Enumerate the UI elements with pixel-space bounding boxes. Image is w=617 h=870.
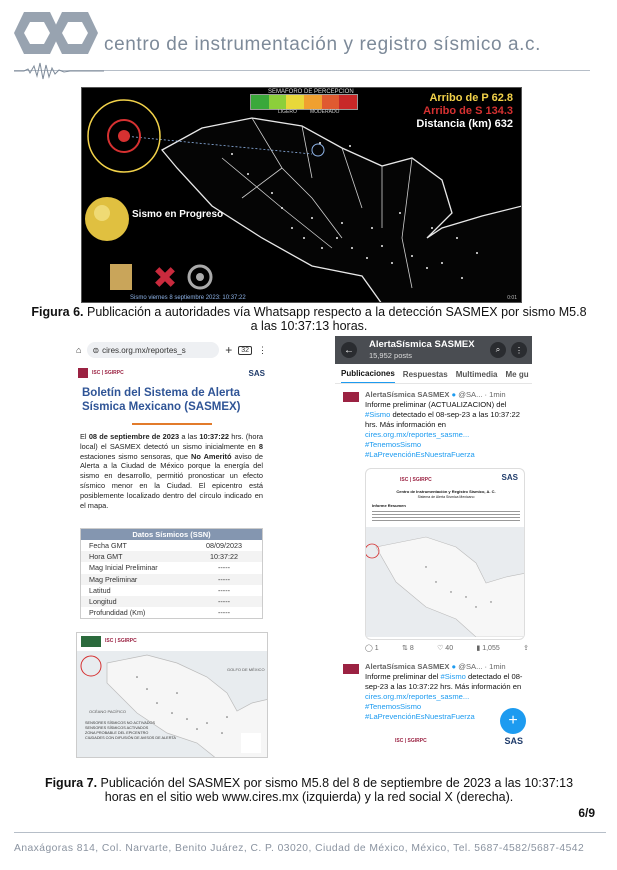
post-1[interactable]: [365, 390, 529, 460]
post-author: AlertaSísmica SASMEX: [365, 662, 450, 671]
attach-text-lines: [372, 509, 520, 523]
tab-publicaciones[interactable]: Publicaciones: [341, 366, 395, 384]
table-row: Fecha GMT 08/09/2023: [89, 541, 242, 551]
tab-me-gusta[interactable]: Me gu: [505, 370, 529, 379]
attach-tags: ISC | SGIRPC: [400, 477, 432, 483]
map-ocean-label: OCÉANO PACÍFICO: [89, 709, 127, 714]
more-icon[interactable]: ⋮: [511, 342, 527, 358]
quake-timestamp: Sismo viernes 8 septiembre 2023: 10:37:22: [130, 295, 246, 301]
semaforo-title: SEMÁFORO DE PERCEPCIÓN: [268, 89, 354, 95]
account-name: AlertaSísmica SASMEX: [369, 339, 475, 350]
table-row: Mag Inicial Preliminar -----: [89, 563, 230, 573]
attach-org: Centro de Instrumentación y Registro Sísmico, A. C.: [396, 489, 496, 494]
table-row: Latitud -----: [89, 585, 230, 595]
like-button[interactable]: ♡ 40: [437, 645, 454, 652]
footer-address: Anaxágoras 814, Col. Narvarte, Benito Juárez, C. P. 03020, Ciudad de México, México, Tel. 5687-4582/5687-4542: [14, 843, 585, 854]
repost-button[interactable]: ⇅ 8: [402, 645, 414, 652]
map-tags: ISC | SGIRPC: [105, 638, 137, 644]
figure7-caption: [30, 776, 588, 804]
figure6-caption: [30, 305, 588, 333]
post2-tags: ISC | SGIRPC: [395, 738, 427, 744]
reply-button[interactable]: ◯ 1: [365, 645, 379, 652]
attach-sas: SAS: [501, 473, 518, 482]
new-tab-icon[interactable]: +: [225, 343, 233, 357]
posts-count: 15,952 posts: [369, 351, 412, 360]
bulletin-webpage-screenshot: [70, 336, 273, 762]
bulletin-logos: [70, 366, 273, 380]
footer-divider: [14, 832, 606, 833]
views-button[interactable]: ▮ 1,055: [476, 645, 500, 652]
quake-status: Sismo en Progreso: [132, 209, 224, 220]
tab-multimedia[interactable]: Multimedia: [455, 370, 498, 379]
figure7-caption-text: Publicación del SASMEX por sismo M5.8 del 8 de septiembre de 2023 a las 10:37:13 horas en el sitio web www.cires.mx (izquierda) y la red social X (derecha).: [97, 776, 574, 804]
x-profile-screenshot: [335, 336, 532, 762]
figure6-label: Figura 6.: [31, 305, 84, 319]
table-row: Profundidad (Km) -----: [89, 608, 230, 618]
verified-icon: ●: [451, 390, 457, 399]
semaforo-level-mid: MODERADO: [310, 109, 340, 115]
post-link[interactable]: cires.org.mx/reportes_sasme...: [365, 692, 470, 701]
post-body: Informe preliminar (ACTUALIZACION) del #Sismo detectado el 08-sep-23 a las 10:37:22 hrs. Más información en cires.org.mx/reportes_sasme... #TenemosSismo #LaPrevenciónEsNuestraFuerza: [365, 400, 520, 459]
attach-system: Sistema de Alerta Sísmica Mexicano: [417, 495, 475, 499]
post-author: AlertaSísmica SASMEX: [365, 390, 450, 399]
post2-image-header: [365, 728, 529, 758]
table-row: Mag Preliminar -----: [81, 574, 262, 585]
figure7-label: Figura 7.: [44, 776, 98, 790]
cires-logo: [14, 8, 98, 58]
post-handle: @SA... · 1min: [458, 390, 506, 399]
map-gulf-label: GOLFO DE MÉXICO: [227, 667, 265, 672]
table-row: Longitud -----: [81, 596, 262, 607]
table-title: Datos Sísmicos (SSN): [81, 529, 262, 540]
org-tags: ISC | SGIRPC: [92, 370, 124, 376]
distance-readout: Distancia (km) 632: [416, 118, 513, 130]
url-text: cires.org.mx/reportes_s: [102, 345, 186, 355]
map-legend: SENSORES SÍSMICOS NO ACTIVADOS SENSORES SÍSMICOS ACTIVADOS ZONA PROBABLE DEL EPICENTRO CIUDADES CON DIFUSIÓN DE AVISOS DE ALERTA: [85, 721, 176, 740]
tab-respuestas[interactable]: Respuestas: [402, 370, 448, 379]
attach-heading: Informe Resumen: [372, 503, 406, 508]
cdmx-logo: [78, 368, 88, 378]
epicenter-map: [76, 632, 268, 758]
p-wave-arrival: Arribo de P 62.8: [429, 92, 513, 104]
figure6-alert-screen: [81, 87, 522, 303]
x-header: [335, 336, 532, 364]
seismogram-icon: [14, 60, 104, 82]
verified-icon: ●: [451, 662, 457, 671]
perception-meter: [250, 94, 358, 110]
post-body: Informe preliminar del #Sismo detectado el 08-sep-23 a las 10:37:22 hrs. Más información en cires.org.mx/reportes_sasme... #TenemosSismo #LaPrevenciónEsNuestraFuerza: [365, 672, 523, 721]
compose-button[interactable]: +: [500, 708, 526, 734]
org-title: centro de instrumentación y registro sísmico a.c.: [104, 34, 542, 55]
avatar[interactable]: [343, 392, 359, 402]
post-actions: [365, 644, 529, 652]
url-bar[interactable]: [87, 342, 219, 358]
post-handle: @SA... · 1min: [458, 662, 506, 671]
attach-map: [366, 527, 525, 637]
post-link[interactable]: cires.org.mx/reportes_sasme...: [365, 430, 470, 439]
profile-tabs: [335, 366, 532, 384]
post2-sas: SAS: [504, 736, 523, 746]
site-info-icon[interactable]: ⊜: [92, 345, 100, 355]
menu-icon[interactable]: ⋮: [258, 344, 267, 355]
post-image-report[interactable]: [365, 468, 525, 640]
tab-count[interactable]: 32: [238, 346, 252, 355]
bulletin-paragraph: El 08 de septiembre de 2023 a las 10:37:22 hrs. (hora local) el SASMEX detectó un sismo inicialmente en 8 estaciones sismo sensoras, que No Ameritó aviso de Alerta a la Ciudad de México porque la energía del sismo en desarrollo, permitió pronosticar un efecto sísmico menor en la Ciudad. El epicentro está posiblemente localizado dentro del círculo indicado en el mapa.: [80, 432, 264, 510]
seismic-data-table: [80, 528, 263, 619]
bulletin-title: Boletín del Sistema de Alerta Sísmica Mexicano (SASMEX): [82, 387, 241, 413]
home-icon[interactable]: ⌂: [76, 345, 82, 355]
sas-badge: SAS: [248, 368, 265, 378]
frame-counter: 0:01: [507, 295, 517, 301]
figure6-caption-text: Publicación a autoridades vía Whatsapp respecto a la detección SASMEX por sismo M5.8 a las 10:37:13 horas.: [83, 305, 587, 333]
semaforo-level-low: LIGERO: [278, 109, 297, 115]
back-arrow-icon[interactable]: ←: [341, 342, 357, 358]
share-icon[interactable]: ⇪: [523, 645, 529, 652]
s-wave-arrival: Arribo de S 134.3: [423, 105, 513, 117]
page-number: 6/9: [578, 806, 595, 820]
browser-toolbar: [70, 336, 273, 364]
title-underline: [132, 423, 212, 425]
avatar[interactable]: [343, 664, 359, 674]
table-row: Hora GMT 10:37:22: [81, 551, 262, 562]
search-icon[interactable]: ⌕: [490, 342, 506, 358]
